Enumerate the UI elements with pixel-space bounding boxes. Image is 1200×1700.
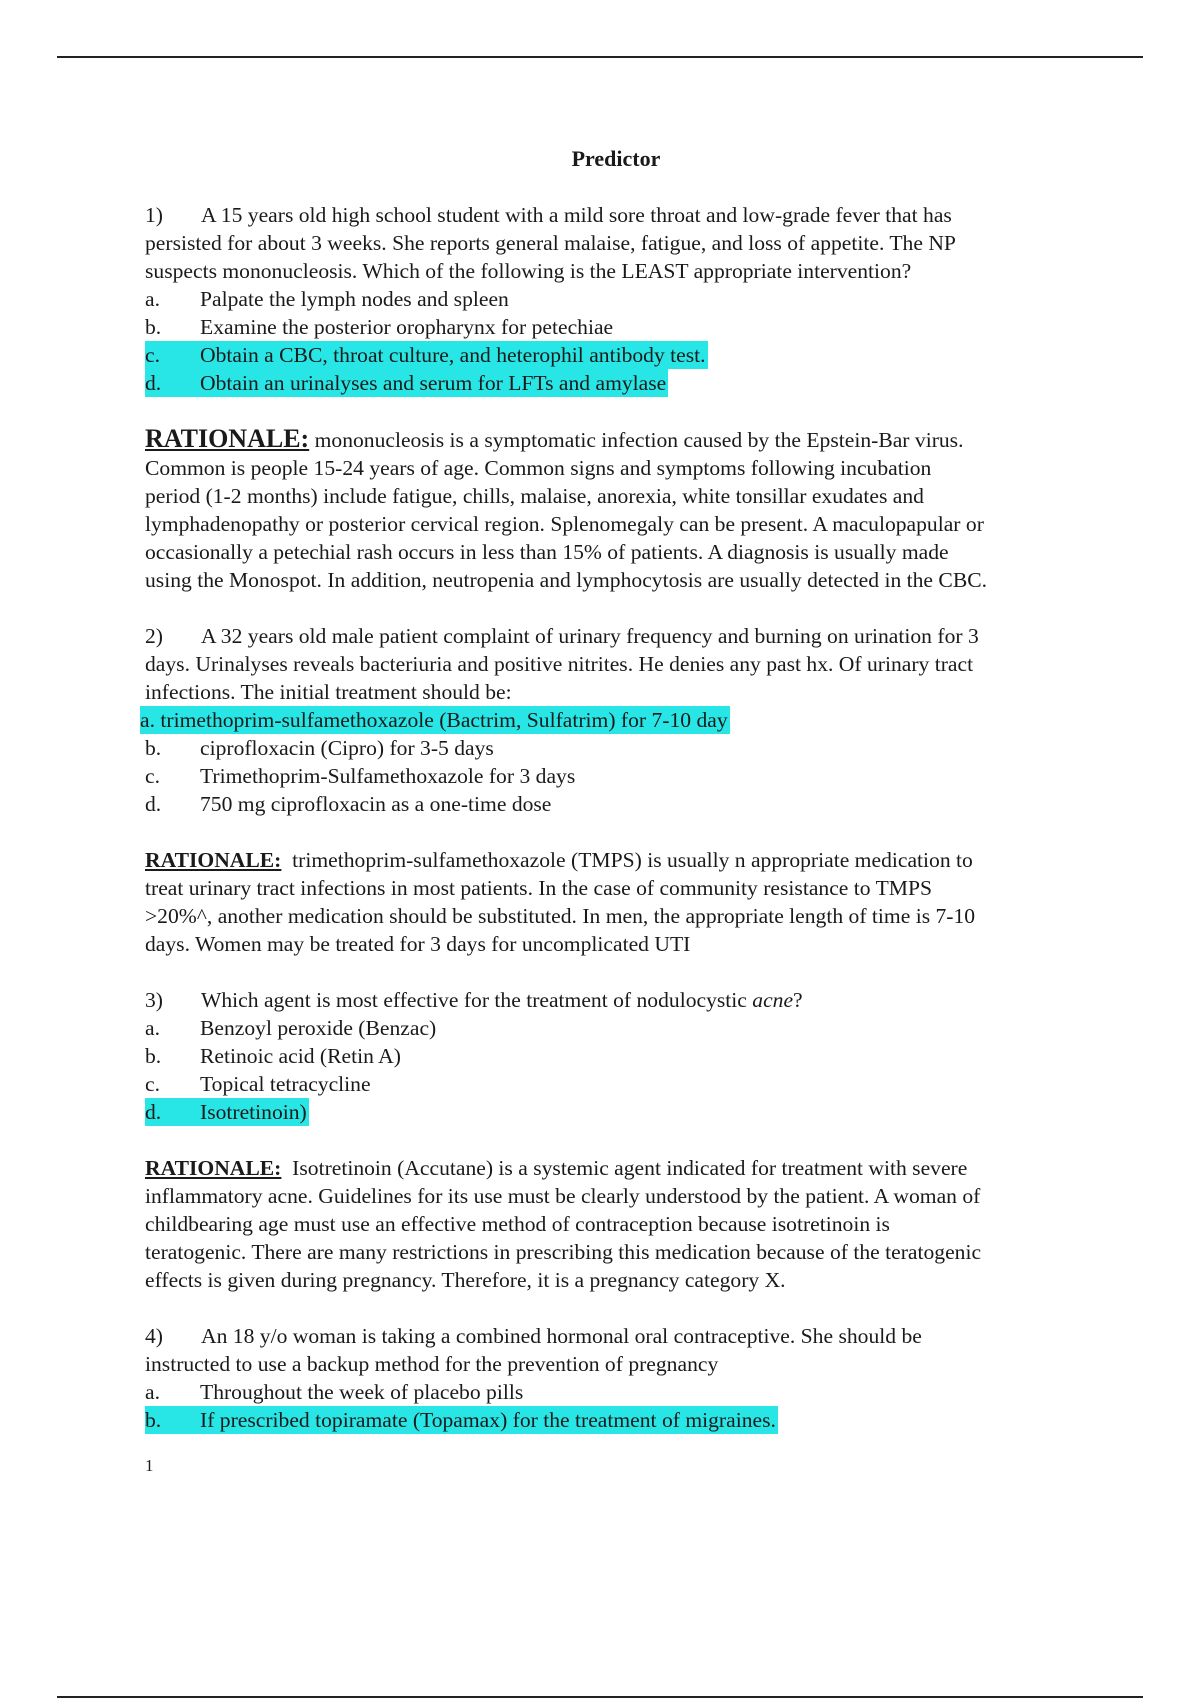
- question-3: [145, 986, 1095, 1126]
- page-title: Predictor: [571, 146, 661, 171]
- question-number: 2): [145, 624, 163, 648]
- rationale-label: RATIONALE:: [145, 848, 282, 872]
- question-1: [145, 201, 1095, 397]
- answer-option: a. Benzoyl peroxide (Benzac): [145, 1016, 437, 1040]
- answer-option: b. Examine the posterior oropharynx for petechiae: [145, 315, 614, 339]
- page-number: 1: [145, 1456, 154, 1475]
- question-text: 3) Which agent is most effective for the treatment of nodulocystic acne?: [145, 988, 803, 1012]
- header-rule: [57, 56, 1143, 58]
- answer-option: a. Throughout the week of placebo pills: [145, 1380, 524, 1404]
- answer-option: a. Palpate the lymph nodes and spleen: [145, 287, 509, 311]
- answer-option-highlighted: d. Obtain an urinalyses and serum for LFTs and amylase: [145, 371, 667, 395]
- answer-option-highlighted: b. If prescribed topiramate (Topamax) for the treatment of migraines.: [145, 1408, 776, 1432]
- answer-option: b. ciprofloxacin (Cipro) for 3-5 days: [145, 736, 494, 760]
- document-body: [140, 201, 1095, 1434]
- answer-option: d. 750 mg ciprofloxacin as a one-time dose: [145, 792, 552, 816]
- question-text: 2) A 32 years old male patient complaint of urinary frequency and burning on urination for 3 days. Urinalyses reveals bacteriuria and positive nitrites. He denies any past hx. Of urinary tract infections. The initial treatment should be:: [145, 624, 979, 704]
- answer-option-highlighted: d. Isotretinoin): [145, 1100, 307, 1124]
- footer-rule: [57, 1696, 1143, 1698]
- rationale-3: RATIONALE: Isotretinoin (Accutane) is a systemic agent indicated for treatment with severe inflammatory acne. Guidelines for its use must be clearly understood by the patient. A woman of childbearing age must use an effective method of contraception because isotretinoin is teratogenic. There are many restrictions in prescribing this medication because of the teratogenic effects is given during pregnancy. Therefore, it is a pregnancy category X.: [145, 1156, 982, 1292]
- question-2: [140, 622, 1095, 818]
- answer-option: c. Topical tetracycline: [145, 1072, 371, 1096]
- question-text: 1) A 15 years old high school student with a mild sore throat and low-grade fever that has persisted for about 3 weeks. She reports general malaise, fatigue, and loss of appetite. The NP suspects mononucleosis. Which of the following is the LEAST appropriate intervention?: [145, 203, 956, 283]
- question-text: 4) An 18 y/o woman is taking a combined hormonal oral contraceptive. She should be instructed to use a backup method for the prevention of pregnancy: [145, 1324, 922, 1376]
- question-number: 3): [145, 988, 163, 1012]
- rationale-label: RATIONALE:: [145, 1156, 282, 1180]
- question-number: 1): [145, 203, 163, 227]
- question-number: 4): [145, 1324, 163, 1348]
- answer-option-highlighted: a. trimethoprim-sulfamethoxazole (Bactrim, Sulfatrim) for 7-10 day: [140, 708, 728, 732]
- rationale-2: RATIONALE: trimethoprim-sulfamethoxazole (TMPS) is usually n appropriate medication to treat urinary tract infections in most patients. In the case of community resistance to TMPS >20%^, another medication should be substituted. In men, the appropriate length of time is 7-10 days. Women may be treated for 3 days for uncomplicated UTI: [145, 848, 976, 956]
- question-4: [145, 1322, 1095, 1434]
- answer-option-highlighted: c. Obtain a CBC, throat culture, and heterophil antibody test.: [145, 343, 706, 367]
- rationale-label: RATIONALE:: [145, 424, 310, 453]
- answer-option: c. Trimethoprim-Sulfamethoxazole for 3 days: [145, 764, 576, 788]
- rationale-1: RATIONALE: mononucleosis is a symptomatic infection caused by the Epstein-Bar virus. Common is people 15-24 years of age. Common signs and symptoms following incubation period (1-2 months) include fatigue, chills, malaise, anorexia, white tonsillar exudates and lymphadenopathy or posterior cervical region. Splenomegaly can be present. A maculopapular or occasionally a petechial rash occurs in less than 15% of patients. A diagnosis is usually made using the Monospot. In addition, neutropenia and lymphocytosis are usually detected in the CBC.: [145, 424, 988, 592]
- answer-option: b. Retinoic acid (Retin A): [145, 1044, 401, 1068]
